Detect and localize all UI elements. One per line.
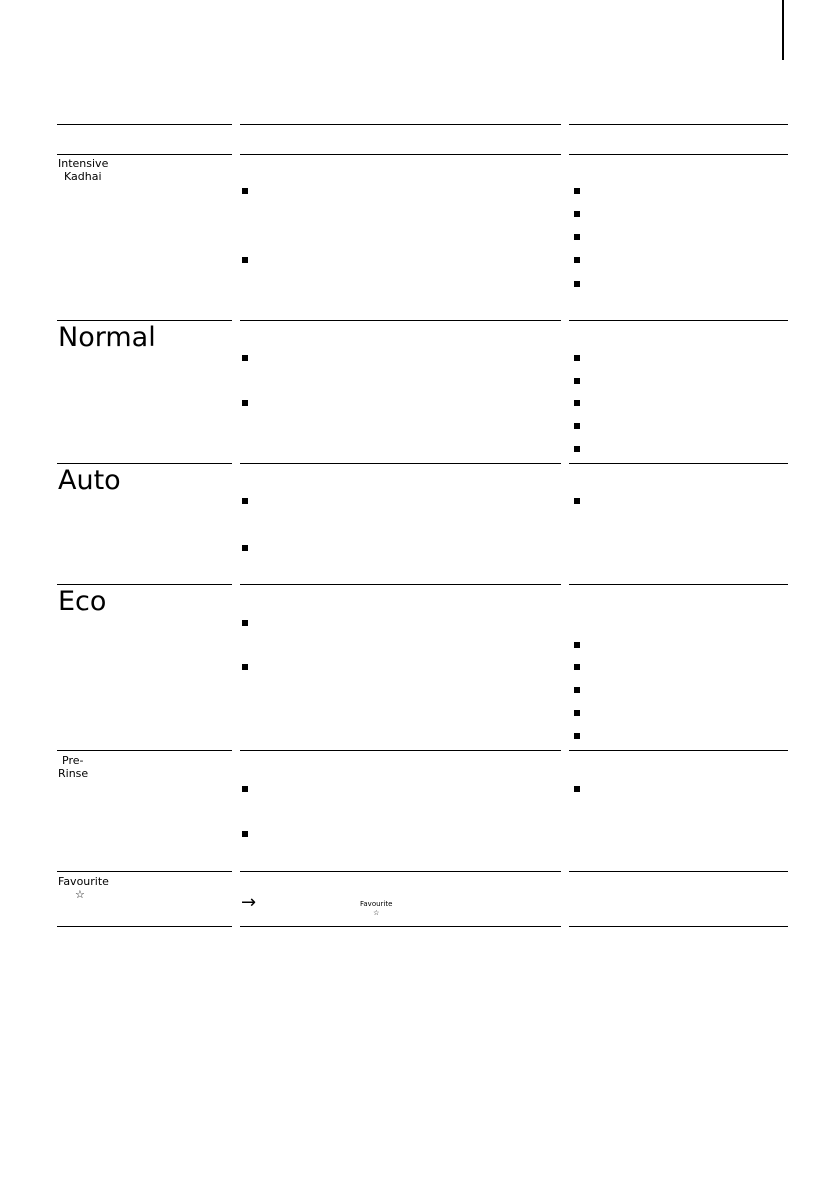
star-icon: ☆ [373, 909, 380, 917]
program-label-line2: Kadhai [64, 170, 102, 183]
bullet-icon [242, 188, 248, 194]
bullet-icon [242, 545, 248, 551]
program-label-line2: Rinse [58, 767, 89, 780]
bullet-icon [242, 498, 248, 504]
bullet-icon [574, 211, 580, 217]
bullet-icon [242, 831, 248, 837]
bullet-icon [574, 378, 580, 384]
program-label-eco: Eco [58, 586, 107, 617]
program-label-line1: Intensive [58, 157, 109, 170]
star-icon: ☆ [75, 888, 85, 901]
bullet-icon [574, 423, 580, 429]
bullet-icon [242, 400, 248, 406]
bullet-icon [574, 446, 580, 452]
bullet-icon [574, 355, 580, 361]
program-label-line1: Pre- [62, 754, 84, 767]
bullet-icon [574, 257, 580, 263]
bullet-icon [242, 664, 248, 670]
bullet-icon [574, 687, 580, 693]
bullet-icon [242, 786, 248, 792]
bullet-icon [574, 710, 580, 716]
bullet-icon [574, 188, 580, 194]
bullet-icon [242, 355, 248, 361]
arrow-icon: → [241, 892, 257, 913]
bullet-icon [242, 620, 248, 626]
program-label-line1: Favourite [58, 875, 109, 888]
bullet-icon [242, 257, 248, 263]
favourite-button-label: Favourite [360, 900, 393, 908]
bullet-icon [574, 733, 580, 739]
bullet-icon [574, 234, 580, 240]
program-label-prerinse [58, 754, 88, 780]
bullet-icon [574, 642, 580, 648]
bullet-icon [574, 400, 580, 406]
bullet-icon [574, 498, 580, 504]
bullet-icon [574, 664, 580, 670]
program-label-intensive [58, 157, 108, 183]
favourite-button-graphic [360, 900, 392, 918]
program-label-normal: Normal [58, 322, 156, 353]
program-label-favourite [58, 875, 109, 901]
program-label-auto: Auto [58, 465, 121, 496]
bullet-icon [574, 281, 580, 287]
corner-mark [782, 0, 784, 60]
bullet-icon [574, 786, 580, 792]
